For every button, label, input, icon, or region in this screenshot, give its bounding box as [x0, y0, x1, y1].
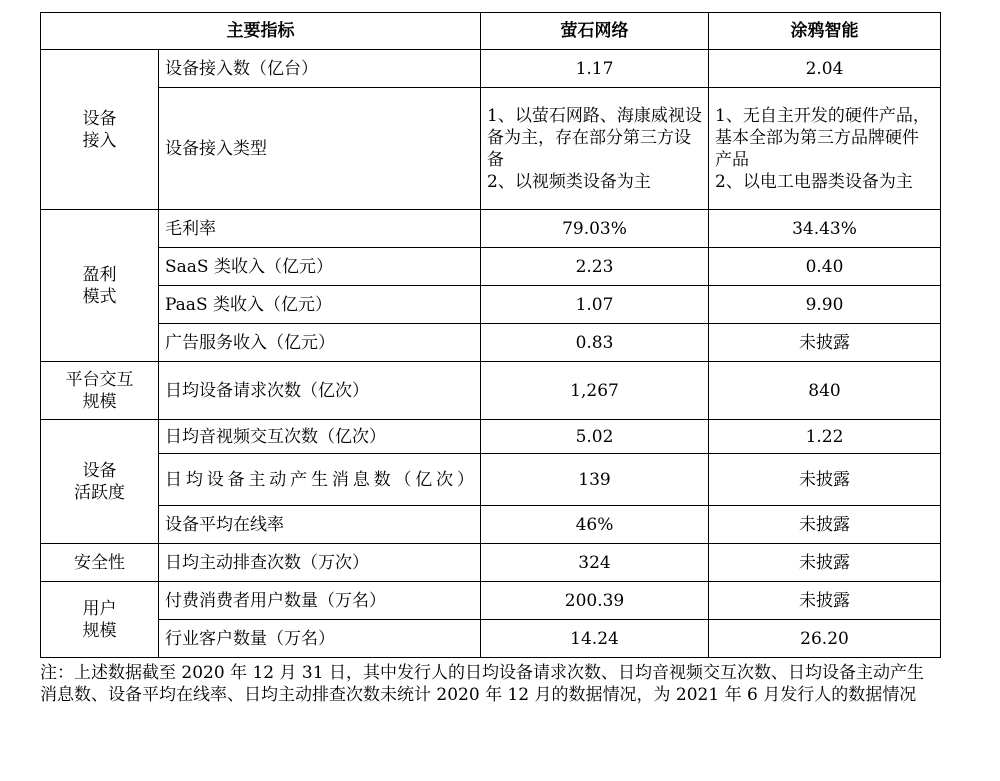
cell-ezviz: 139	[481, 454, 709, 506]
row-label: 付费消费者用户数量（万名）	[159, 582, 481, 620]
table-header-row	[41, 13, 941, 50]
table-row	[41, 420, 941, 454]
cell-tuya: 26.20	[709, 620, 941, 658]
cell-tuya: 840	[709, 362, 941, 420]
table-row	[41, 582, 941, 620]
row-label: 日均设备请求次数（亿次）	[159, 362, 481, 420]
cell-ezviz: 200.39	[481, 582, 709, 620]
table-row	[41, 324, 941, 362]
cell-tuya: 1.22	[709, 420, 941, 454]
row-label: 广告服务收入（亿元）	[159, 324, 481, 362]
cell-ezviz: 1.17	[481, 50, 709, 88]
table-row	[41, 506, 941, 544]
group-security: 安全性	[41, 544, 159, 582]
table-row	[41, 210, 941, 248]
cell-tuya: 2.04	[709, 50, 941, 88]
cell-ezviz: 5.02	[481, 420, 709, 454]
cell-tuya: 未披露	[709, 506, 941, 544]
cell-ezviz: 1、以萤石网路、海康威视设备为主，存在部分第三方设备 2、以视频类设备为主	[481, 88, 709, 210]
cell-tuya: 1、无自主开发的硬件产品，基本全部为第三方品牌硬件产品 2、以电工电器类设备为主	[709, 88, 941, 210]
table-row	[41, 620, 941, 658]
row-label: 日均设备主动产生消息数（亿次）	[159, 454, 481, 506]
row-label: 设备接入类型	[159, 88, 481, 210]
cell-tuya: 34.43%	[709, 210, 941, 248]
row-label: SaaS 类收入（亿元）	[159, 248, 481, 286]
table-row	[41, 88, 941, 210]
header-ezviz: 萤石网络	[481, 13, 709, 50]
row-label: 设备平均在线率	[159, 506, 481, 544]
cell-tuya: 未披露	[709, 454, 941, 506]
row-label: 毛利率	[159, 210, 481, 248]
cell-tuya: 未披露	[709, 582, 941, 620]
cell-ezviz: 14.24	[481, 620, 709, 658]
group-device-activity: 设备 活跃度	[41, 420, 159, 544]
group-profit-model: 盈利 模式	[41, 210, 159, 362]
header-indicator: 主要指标	[41, 13, 481, 50]
table-row	[41, 286, 941, 324]
row-label: 日均音视频交互次数（亿次）	[159, 420, 481, 454]
comparison-table	[40, 12, 941, 658]
table-row	[41, 50, 941, 88]
row-label: 设备接入数（亿台）	[159, 50, 481, 88]
row-label: 日均主动排查次数（万次）	[159, 544, 481, 582]
table-row	[41, 362, 941, 420]
cell-tuya: 0.40	[709, 248, 941, 286]
footnote: 注：上述数据截至 2020 年 12 月 31 日，其中发行人的日均设备请求次数、日均音视频交互次数、日均设备主动产生消息数、设备平均在线率、日均主动排查次数未统计 2020 年 12 月的数据情况，为 2021 年 6 月发行人的数据情况	[40, 663, 924, 705]
cell-ezviz: 324	[481, 544, 709, 582]
table-row	[41, 544, 941, 582]
group-platform-scale: 平台交互 规模	[41, 362, 159, 420]
cell-ezviz: 1,267	[481, 362, 709, 420]
row-label: PaaS 类收入（亿元）	[159, 286, 481, 324]
cell-ezviz: 46%	[481, 506, 709, 544]
header-tuya: 涂鸦智能	[709, 13, 941, 50]
cell-ezviz: 0.83	[481, 324, 709, 362]
group-device-access: 设备 接入	[41, 50, 159, 210]
cell-ezviz: 1.07	[481, 286, 709, 324]
cell-ezviz: 2.23	[481, 248, 709, 286]
table-row	[41, 248, 941, 286]
row-label: 行业客户数量（万名）	[159, 620, 481, 658]
cell-ezviz: 79.03%	[481, 210, 709, 248]
cell-tuya: 未披露	[709, 324, 941, 362]
table-row	[41, 454, 941, 506]
cell-tuya: 未披露	[709, 544, 941, 582]
document	[40, 12, 940, 706]
group-user-scale: 用户 规模	[41, 582, 159, 658]
cell-tuya: 9.90	[709, 286, 941, 324]
